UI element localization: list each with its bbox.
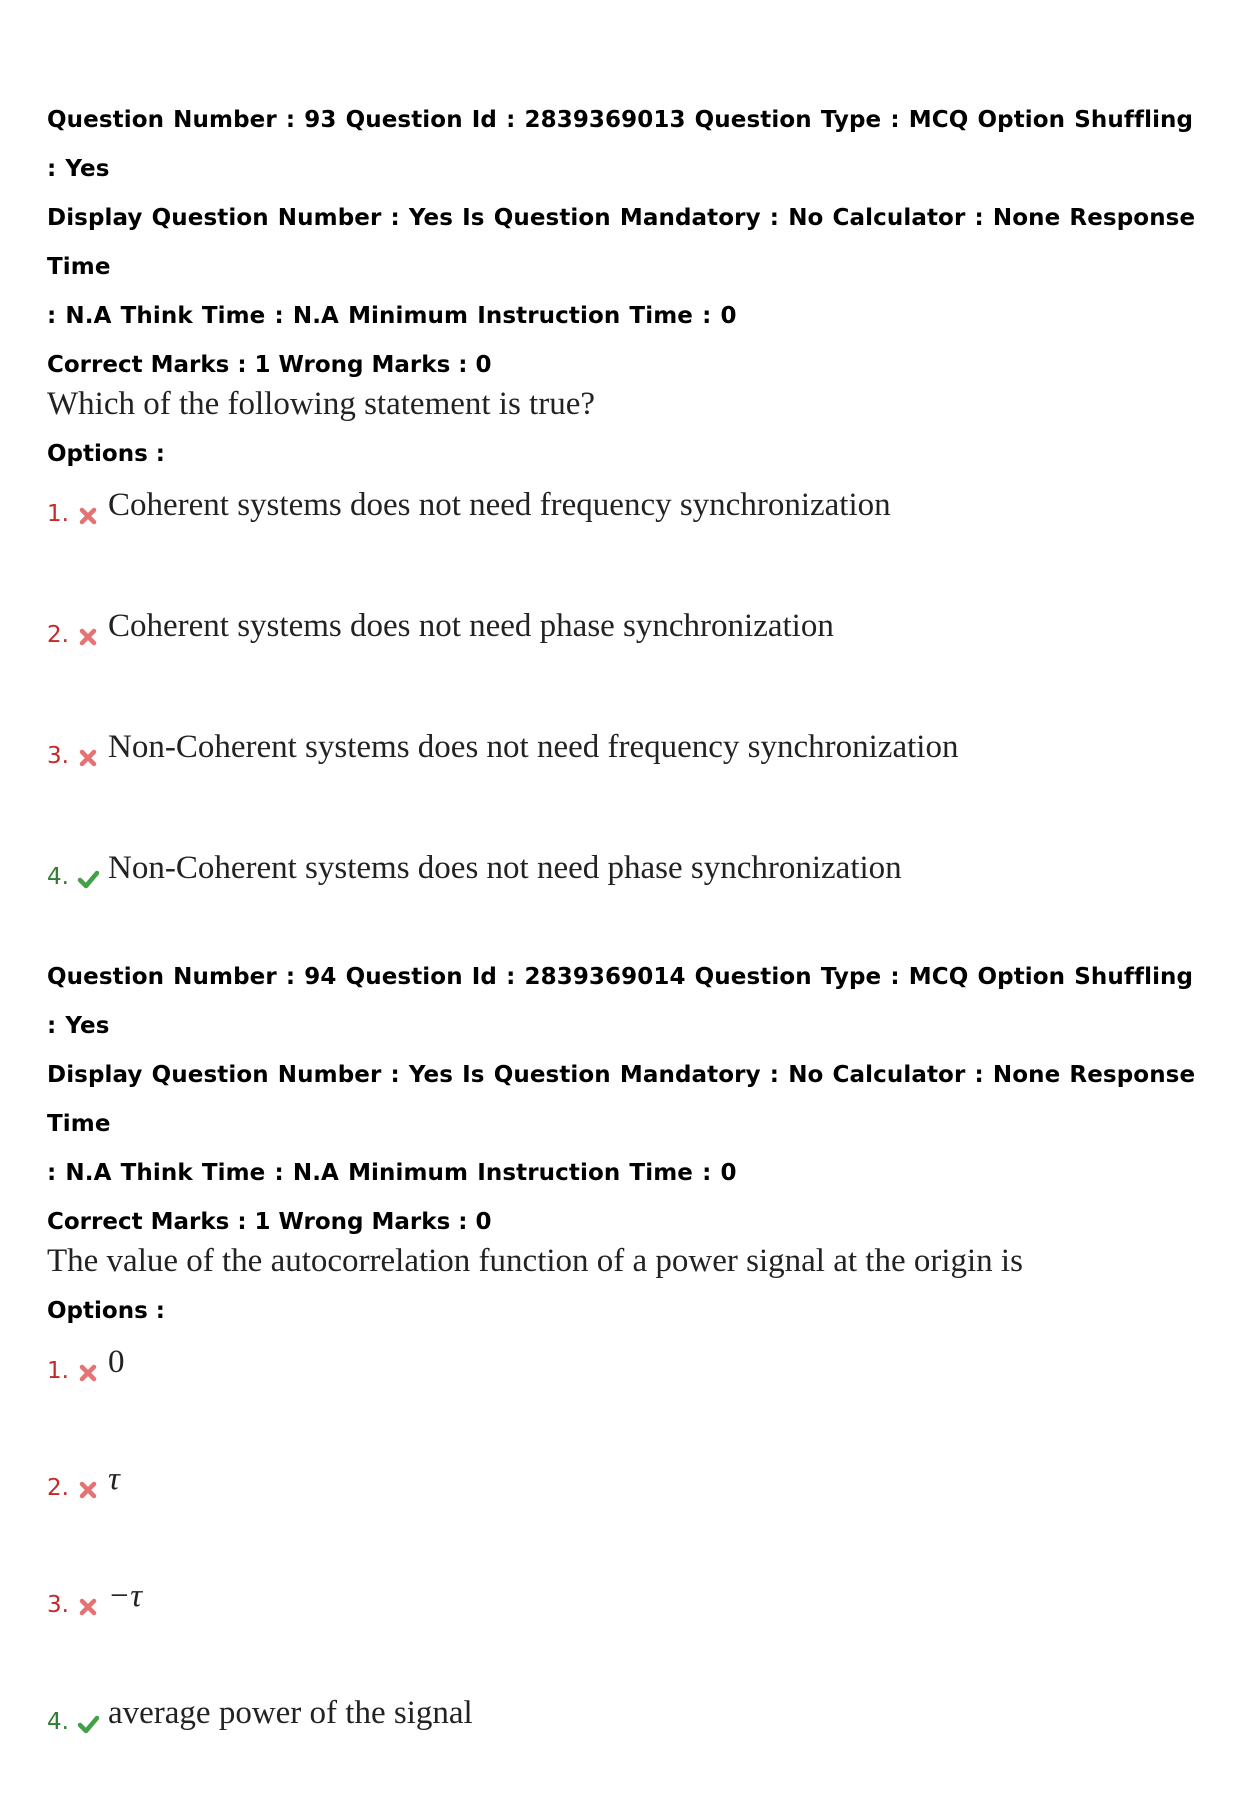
option-number: 3. <box>47 1592 69 1618</box>
meta-line: Display Question Number : Yes Is Question Mandatory : No Calculator : None Response Time <box>47 1062 1196 1137</box>
question-meta <box>47 96 1207 341</box>
question-text: Which of the following statement is true? <box>47 386 596 422</box>
question-93 <box>47 96 1207 961</box>
check-icon <box>77 868 99 890</box>
option-text: average power of the signal <box>108 1695 473 1731</box>
option-text: Non-Coherent systems does not need frequency synchronization <box>108 729 959 765</box>
option-text: Non-Coherent systems does not need phase synchronization <box>108 850 902 886</box>
cross-icon <box>77 505 99 527</box>
option-4 <box>47 840 1207 961</box>
option-number: 2. <box>47 1475 69 1501</box>
option-1 <box>47 1334 1207 1451</box>
question-meta <box>47 953 1207 1198</box>
cross-icon <box>77 1362 99 1384</box>
cross-icon <box>77 1596 99 1618</box>
meta-line: : N.A Think Time : N.A Minimum Instruction Time : 0 <box>47 303 737 329</box>
meta-line: Display Question Number : Yes Is Question Mandatory : No Calculator : None Response Time <box>47 205 1196 280</box>
option-number: 3. <box>47 743 69 769</box>
marks-line: Correct Marks : 1 Wrong Marks : 0 <box>47 1209 492 1235</box>
option-text: τ <box>108 1461 120 1497</box>
option-number: 1. <box>47 1358 69 1384</box>
option-text: 0 <box>108 1344 125 1380</box>
cross-icon <box>77 747 99 769</box>
option-4 <box>47 1685 1207 1802</box>
cross-icon <box>77 626 99 648</box>
option-text: Coherent systems does not need phase synchronization <box>108 608 834 644</box>
option-3 <box>47 719 1207 840</box>
meta-line: Question Number : 93 Question Id : 2839369013 Question Type : MCQ Option Shuffling : Yes <box>47 107 1194 182</box>
option-number: 2. <box>47 622 69 648</box>
options-label: Options : <box>47 1298 165 1324</box>
meta-line: Question Number : 94 Question Id : 2839369014 Question Type : MCQ Option Shuffling : Yes <box>47 964 1194 1039</box>
options-label: Options : <box>47 441 165 467</box>
question-94 <box>47 953 1207 1802</box>
options-list <box>47 477 1207 961</box>
marks-line: Correct Marks : 1 Wrong Marks : 0 <box>47 352 492 378</box>
option-number: 1. <box>47 501 69 527</box>
option-text: −τ <box>108 1578 143 1614</box>
option-text: Coherent systems does not need frequency synchronization <box>108 487 891 523</box>
option-2 <box>47 1451 1207 1568</box>
option-2 <box>47 598 1207 719</box>
option-number: 4. <box>47 1709 69 1735</box>
meta-line: : N.A Think Time : N.A Minimum Instruction Time : 0 <box>47 1160 737 1186</box>
check-icon <box>77 1713 99 1735</box>
options-list <box>47 1334 1207 1802</box>
option-1 <box>47 477 1207 598</box>
cross-icon <box>77 1479 99 1501</box>
question-text: The value of the autocorrelation function of a power signal at the origin is <box>47 1243 1023 1279</box>
option-number: 4. <box>47 864 69 890</box>
option-3 <box>47 1568 1207 1685</box>
